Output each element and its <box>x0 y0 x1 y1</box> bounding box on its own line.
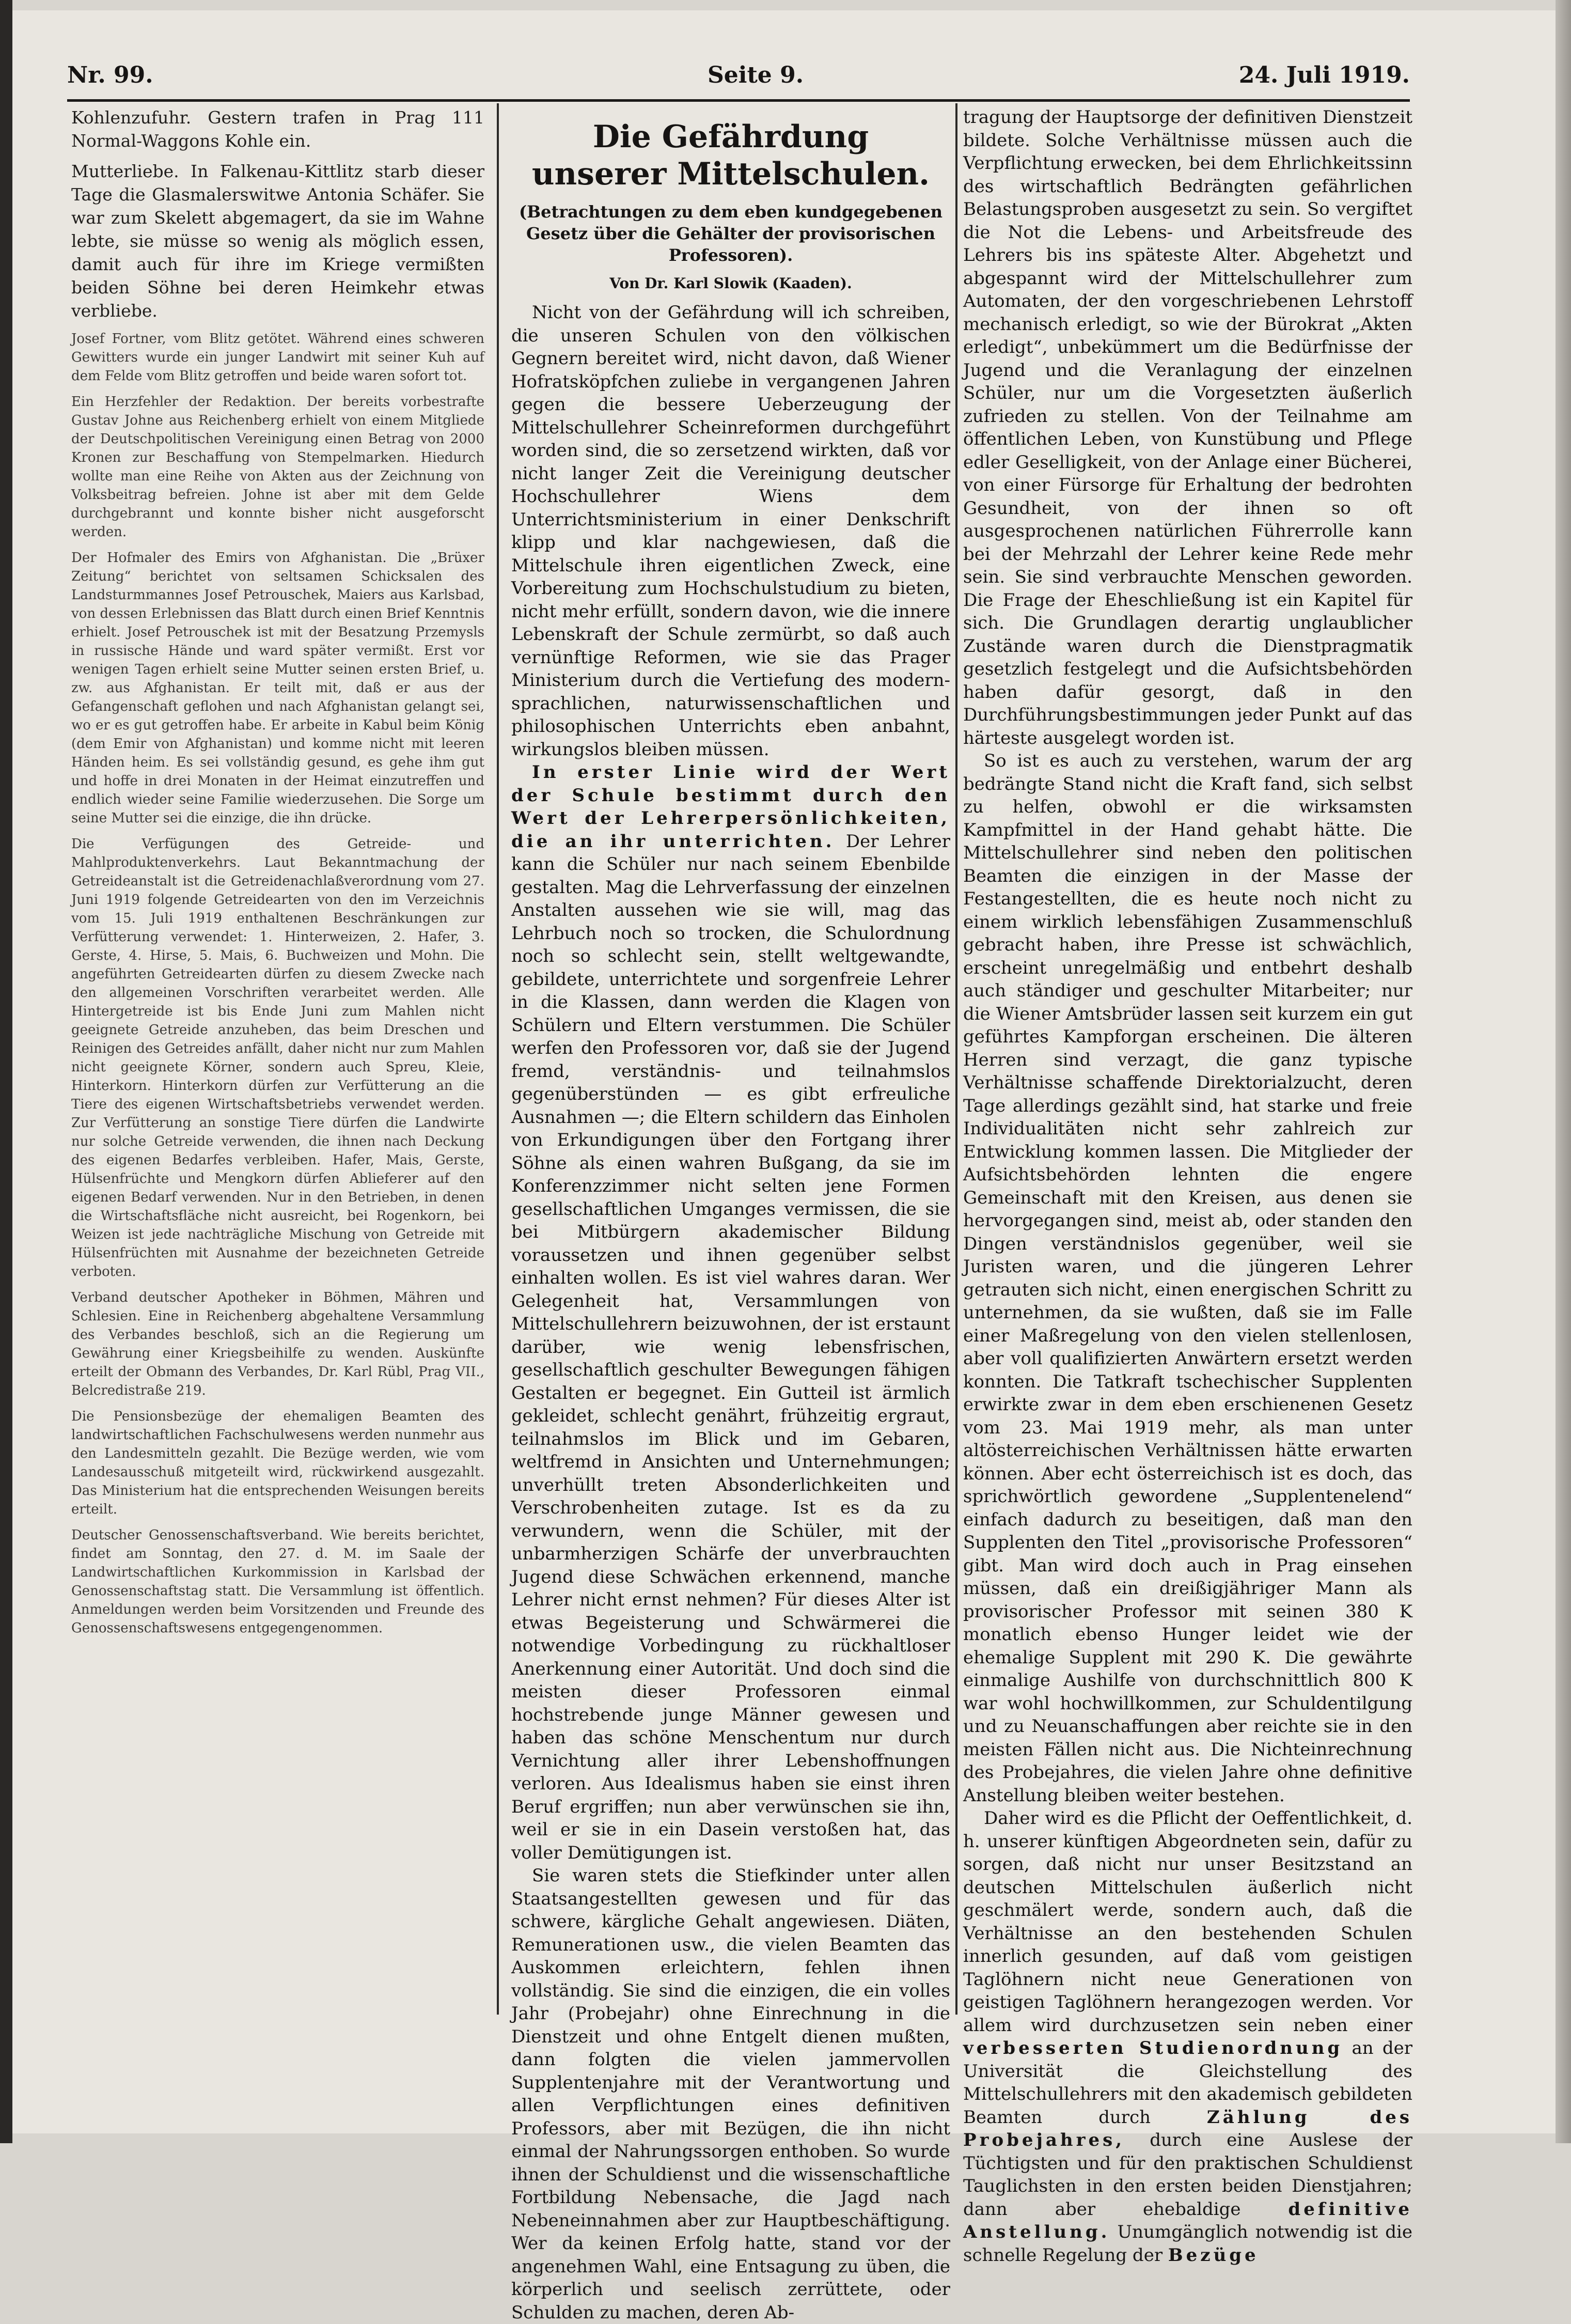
article-title <box>511 118 950 193</box>
emphasis-text: verbesserten Studienordnung <box>963 2038 1343 2058</box>
news-column <box>71 106 484 2012</box>
scan-edge-left <box>0 0 12 2143</box>
article-column <box>511 106 951 2323</box>
news-item-hofmaler: Der Hofmaler des Emirs von Afghanistan. Die „Brüxer Zeitung“ berichtet von seltsamen Schicksalen des Landsturmmannes Josef Petrouschek, Maiers aus Karlsbad, von dessen Erlebnissen das Blatt durch einen Brief Kenntnis erhielt. Josef Petrouschek ist mit der Besatzung Przemysls in russische Hände und ward später vermißt. Erst vor wenigen Tagen erhielt seine Mutter seinen ersten Brief, u. zw. aus Afghanistan. Er teilt mit, daß er aus der Gefangenschaft geflohen und nach Afghanistan gelangt sei, wo er es gut getroffen habe. Er arbeite in Kabul beim König (dem Emir von Afghanistan) und komme nicht mit leeren Händen heim. Es sei vollständig gesund, es gehe ihm gut und hoffe in drei Monaten in der Heimat einzutreffen und endlich wieder seine Familie wiederzusehen. Die Sorge um seine Mutter sei die einzige, die ihn drücke. <box>71 550 485 826</box>
news-item-genossenschaft: Deutscher Genossenschaftsverband. Wie bereits berichtet, findet am Sonntag, den 27. d. M. im Saale der Landwirtschaftlichen Kurkommission in Karlsbad der Genossenschaftstag statt. Die Versammlung ist öffentlich. Anmeldungen werden beim Vorsitzenden und Freunde des Genossenschaftswesens entgegengenommen. <box>71 1527 484 1636</box>
issue-number: Nr. 99. <box>67 62 153 88</box>
article-continuation-column <box>963 106 1413 2266</box>
news-item-getreide: Die Verfügungen des Getreide- und Mahlproduktenverkehrs. Laut Bekanntmachung der Getreideanstalt ist die Getreidenachlaßverordnung vom 27. Juni 1919 folgende Getreidearten von den im Verzeichnis vom 15. Juli 1919 enthaltenen Beschränkungen zur Verfütterung verwendet: 1. Hinterweizen, 2. Hafer, 3. Gerste, 4. Hirse, 5. Mais, 6. Buchweizen und Mohn. Die angeführten Getreidearten dürfen zu diesem Zwecke nach den allgemeinen Vorschriften verarbeitet werden. Alle Hintergetreide ist bis Ende Juni zum Mahlen nicht geeignete Getreide anzuheben, das beim Dreschen und Reinigen des Getreides anfällt, daher nicht nur zum Mahlen nicht geeignete Körner, sondern auch Spreu, Kleie, Hinterkorn. Hinterkorn dürfen zur Verfütterung an die Tiere des eigenen Wirtschaftsbetriebs verwendet werden. Zur Verfütterung an sonstige Tiere dürfen die Landwirte nur solche Getreide verwenden, die ihnen nach Deckung des eigenen Bedarfes verbleiben. Hafer, Mais, Gerste, Hülsenfrüchte und Mengkorn dürfen Ablieferer auf den eigenen Bedarf verwenden. Nur in den Betrieben, in denen die Wirtschaftsfläche nicht ausreicht, bei Rogenkorn, bei Weizen ist jede nachträgliche Mischung von Getreide mit Hülsenfrüchten mit Ausnahme der bezeichneten Getreide verboten. <box>71 836 484 1280</box>
news-item-coal: Kohlenzufuhr. Gestern trafen in Prag 111 Normal-Waggons Kohle ein. <box>71 107 484 151</box>
header-rule <box>67 99 1410 102</box>
page-number: Seite 9. <box>708 62 804 88</box>
issue-date: 24. Juli 1919. <box>1238 62 1410 88</box>
news-item-apotheker: Verband deutscher Apotheker in Böhmen, Mähren und Schlesien. Eine in Reichenberg abgehaltene Versammlung des Verbandes beschloß, sich an die Regierung um Gewährung einer Kriegsbeihilfe zu wenden. Auskünfte erteilt der Obmann des Verbandes, Dr. Karl Rübl, Prag VII., Belcredistraße 219. <box>71 1290 484 1398</box>
emphasis-text: Zählung des Probejahres, <box>963 2107 1412 2150</box>
article-paragraph: tragung der Hauptsorge der definitiven Dienstzeit bildete. Solche Verhältnisse müssen auch die Verpflichtung erwecken, bei dem Ehrlichkeitssinn des wirtschaftlich Bedrängten gefährlichen Belastungsproben ausgesetzt zu sein. So vergiftet die Not die Lebens- und Arbeitsfreude des Lehrers bis ins späteste Alter. Abgehetzt und abgespannt wird der Mittelschullehrer zum Automaten, der den vorgeschriebenen Lehrstoff mechanisch erledigt, so wie der Bürokrat „Akten erledigt“, unbekümmert um die Bedürfnisse der Jugend und die Veranlagung der einzelnen Schüler, nur um die Vorgesetzten äußerlich zufrieden zu stellen. Von der Teilnahme am öffentlichen Leben, von Kunstübung und Pflege edler Geselligkeit, von der Anlage einer Bücherei, von einer Fürsorge für Erhaltung der bedrohten Gesundheit, von der ihnen so oft ausgesprochenen natürlichen Führerrolle kann bei der Mehrzahl der Lehrer keine Rede mehr sein. Sie sind verbrauchte Menschen geworden. Die Frage der Eheschließung ist ein Kapitel für sich. Die Grundlagen derartig unglaublicher Zustände waren durch die Dienstpragmatik gesetzlich festgelegt und die Aufsichtsbehörden haben dafür gesorgt, daß in den Durchführungsbestimmungen jeder Punkt auf das härteste ausgelegt worden ist. <box>963 107 1412 748</box>
news-item-mutterliebe: Mutterliebe. In Falkenau-Kittlitz starb dieser Tage die Glasmalerswitwe Antonia Schäfer. Sie war zum Skelett abgemagert, da sie im Wahne lebte, sie müsse so wenig als möglich essen, damit auch für ihre im Kriege vermißten beiden Söhne bei deren Heimkehr etwas verbliebe. <box>71 161 484 321</box>
news-item-pension: Die Pensionsbezüge der ehemaligen Beamten des landwirtschaftlichen Fachschulwesens werden nunmehr aus den Landesmitteln gezahlt. Die Bezüge werden, wie vom Landesausschuß mitgeteilt wird, rückwirkend ausgezahlt. Das Ministerium hat die entsprechenden Weisungen bereits erteilt. <box>71 1409 484 1517</box>
news-item-johne: Ein Herzfehler der Redaktion. Der bereits vorbestrafte Gustav Johne aus Reichenberg erhielt von einem Mitgliede der Deutschpolitischen Vereinigung einen Betrag von 2000 Kronen zur Beschaffung von Stempelmarken. Hiedurch wollte man eine Reihe von Akten aus der Zeichnung von Volksbeitrag befreien. Johne ist aber mit dem Gelde durchgebrannt und konnte bisher nicht ausgeforscht werden. <box>71 394 484 540</box>
paragraph-text: Daher wird es die Pflicht der Oeffentlichkeit, d. h. unserer künftigen Abgeordneten sein, dafür zu sorgen, daß nicht nur unser Besitzstand an deutschen Mittelschulen äußerlich nicht geschmälert werde, sondern auch, daß die Verhältnisse an den bestehenden Schulen innerlich gesunden, auf daß vom geistigen Taglöhnern nicht neue Generationen von geistigen Taglöhnern herangezogen werden. Vor allem wird durchzusetzen sein neben einer <box>963 1808 1412 2036</box>
paragraph-text: durch eine Auslese der Tüchtigsten und für den praktischen Schuldienst Tauglichsten in den ersten beiden Dienstjahren; dann aber ehebaldige <box>963 2130 1412 2220</box>
column-divider-2 <box>955 103 957 2015</box>
paragraph-text: an der Universität die Gleichstellung des Mittelschullehrers mit den akademisch gebildeten Beamten durch <box>963 2038 1412 2128</box>
article-author: Von Dr. Karl Slowik (Kaaden). <box>609 275 852 292</box>
emphasis-text: Bezüge <box>1168 2244 1259 2266</box>
paragraph-text: Unumgänglich notwendig ist die schnelle Regelung der <box>963 2222 1413 2266</box>
column-divider-1 <box>497 103 499 2015</box>
article-paragraph <box>511 761 950 1864</box>
article-subtitle: (Betrachtungen zu dem eben kundgegebenen Gesetz über die Gehälter der provisorischen Professoren). <box>519 202 943 265</box>
article-paragraph: So ist es auch zu verstehen, warum der arg bedrängte Stand nicht die Kraft fand, sich selbst zu helfen, obwohl er die wirksamsten Kampfmittel in der Hand gehabt hätte. Die Mittelschullehrer sind neben den politischen Beamten die einzigen in der Masse der Festangestellten, die es heute noch nicht zu einem wirklich lebensfähigen Zusammenschluß gebracht haben, ihre Presse ist schwächlich, erscheint unregelmäßig und entbehrt deshalb auch ständiger und geschulter Mitarbeiter; nur die Wiener Amtsbrüder lassen seit kurzem ein gut geführtes Kampforgan erscheinen. Die älteren Herren sind verzagt, die ganz typische Verhältnisse schaffende Direktorialzucht, deren Tage allerdings gezählt sind, hat starke und freie Individualitäten nicht sehr zahlreich zur Entwicklung kommen lassen. Die Mitglieder der Aufsichtsbehörden lehnten die engere Gemeinschaft mit den Kreisen, aus denen sie hervorgegangen sind, meist ab, oder standen den Dingen verständnislos gegenüber, weil sie Juristen waren, und die jüngeren Lehrer getrauten sich nicht, einen energischen Schritt zu unternehmen, da sie wußten, daß sie im Falle einer Maßregelung von den vielen stellenlosen, aber voll qualifizierten Anwärtern ersetzt werden konnten. Die Tatkraft tschechischer Supplenten erwirkte zwar in dem eben erschienenen Gesetz vom 23. Mai 1919 mehr, als man unter altösterreichischen Verhältnissen hätte erwarten können. Aber echt österreichisch ist es doch, das sprichwörtlich gewordene „Supplentenelend“ einfach dadurch zu beseitigen, daß man den Supplenten den Titel „provisorische Professoren“ gibt. Man wird doch auch in Prag einsehen müssen, daß ein dreißigjähriger Mann als provisorischer Professor mit seinen 380 K monatlich ebenso Hunger leidet wie der ehemalige Supplent mit 290 K. Die gewährte einmalige Aushilfe von durchschnittlich 800 K war wohl hochwillkommen, zur Schuldentilgung und zu Neuanschaffungen aber reichte sie in den meisten Fällen nicht aus. Die Nichteinrechnung des Probejahres, die vielen Jahre ohne definitive Anstellung bleiben weiter bestehen. <box>963 751 1412 1806</box>
page-header <box>67 62 1410 93</box>
emphasis-text: In erster Linie wird der Wert der Schule bestimmt durch den Wert der Lehrerpersönlichkeiten, die an ihr unterrichten. <box>511 762 950 852</box>
article-paragraph <box>963 1807 1412 2267</box>
paragraph-text: Der Lehrer kann die Schüler nur nach seinem Ebenbilde gestalten. Mag die Lehrverfassung der einzelnen Anstalten aussehen wie sie will, mag das Lehrbuch noch so trocken, die Schulordnung noch so schlecht sein, stellt weltgewandte, gebildete, unterrichtete und sorgenfreie Lehrer in die Klassen, dann werden die Klagen von Schülern und Eltern verstummen. Die Schüler werfen den Professoren vor, daß sie der Jugend fremd, verständnis- und teilnahmslos gegenüberstünden — es gibt erfreuliche Ausnahmen —; die Eltern schildern das Einholen von Erkundigungen über den Fortgang ihrer Söhne als einen wahren Bußgang, da sie im Konferenzzimmer nicht selten jene Formen gesellschaftlichen Umganges vermissen, die sie bei Mitbürgern akademischer Bildung voraussetzen und ihnen gegenüber selbst einhalten wollen. Es ist viel wahres daran. Wer Gelegenheit hat, Versammlungen von Mittelschullehrern beizuwohnen, der ist erstaunt darüber, wie wenig lebensfrischen, gesellschaftlich geschulter Bewegungen fähigen Gestalten er begegnet. Ein Gutteil ist ärmlich gekleidet, schlecht genährt, frühzeitig ergraut, teilnahmslos im Blick und im Gebaren, weltfremd in Ansichten und Unternehmungen; unverhüllt treten Absonderlichkeiten und Verschrobenheiten zutage. Ist es da zu verwundern, wenn die Schüler, mit der unbarmherzigen Schärfe der unverbrauchten Jugend diese Schwächen erkennend, manche Lehrer nicht ernst nehmen? Für dieses Alter ist etwas Begeisterung und Schwärmerei die notwendige Vorbedingung zu rückhaltloser Anerkennung einer Autorität. Und doch sind die meisten dieser Professoren einmal hochstrebende junge Männer gewesen und haben das schöne Menschentum nur durch Vernichtung aller ihrer Lebenshoffnungen verloren. Aus Idealismus haben sie einst ihren Beruf ergriffen; nun aber verwünschen sie ihn, weil er sie in ein Dasein verstoßen hat, das voller Demütigungen ist. <box>511 831 951 1863</box>
article-paragraph: Sie waren stets die Stiefkinder unter allen Staatsangestellten gewesen und für das schwere, kärgliche Gehalt angewiesen. Diäten, Remunerationen usw., die vielen Beamten das Auskommen erleichtern, fehlen ihnen vollständig. Sie sind die einzigen, die ein volles Jahr (Probejahr) ohne Einrechnung in die Dienstzeit und ohne Entgelt dienen mußten, dann folgten die vielen jammervollen Supplentenjahre mit der Verantwortung und allen Verpflichtungen eines definitiven Professors, aber mit Bezügen, die ihn nicht einmal der Nahrungssorgen enthoben. So wurde ihnen der Schuldienst und die wissenschaftliche Fortbildung Nebensache, die Jagd nach Nebeneinnahmen aber zur Hauptbeschäftigung. Wer da keinen Erfolg hatte, stand vor der angenehmen Wahl, eine Entsagung zu üben, die körperlich und seelisch zerrüttete, oder Schulden zu machen, deren Ab- <box>511 1865 950 2323</box>
emphasis-text: definitive Anstellung. <box>963 2198 1413 2242</box>
title-line-1: Die Gefährdung <box>592 119 869 155</box>
news-item-lightning: Josef Fortner, vom Blitz getötet. Während eines schweren Gewitters wurde ein junger Landwirt mit seiner Kuh auf dem Felde vom Blitz getroffen und beide waren sofort tot. <box>71 331 484 384</box>
scan-edge-right <box>1556 0 1571 2143</box>
article-paragraph: Nicht von der Gefährdung will ich schreiben, die unseren Schulen von den völkischen Gegnern bereitet wird, nicht davon, daß Wiener Hofratsköpfchen zuliebe in vergangenen Jahren gegen die bessere Ueberzeugung der Mittelschullehrer Scheinreformen durchgeführt worden sind, die so zersetzend wirkten, daß vor nicht langer Zeit die Vereinigung deutscher Hochschullehrer Wiens dem Unterrichtsministerium in einer Denkschrift klipp und klar nachgewiesen, daß die Mittelschule ihren eigentlichen Zweck, eine Vorbereitung zum Hochschulstudium zu bieten, nicht mehr erfüllt, sondern davon, wie die innere Lebenskraft der Schule zermürbt, so daß auch vernünftige Reformen, wie sie das Prager Ministerium durch die Vertiefung des modern-sprachlichen, naturwissenschaftlichen und philosophischen Unterrichts eben anbahnt, wirkungslos bleiben müssen. <box>511 302 950 760</box>
title-line-2: unserer Mittelschulen. <box>531 156 930 192</box>
